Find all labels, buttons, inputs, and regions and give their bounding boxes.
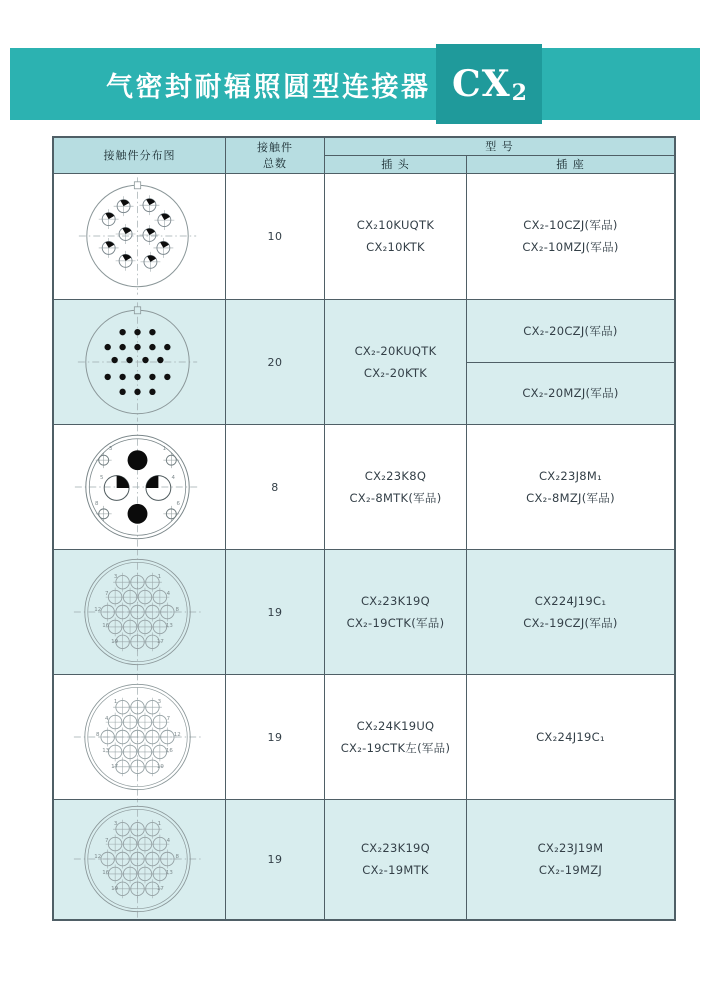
header-contact-count xyxy=(226,138,325,174)
socket-model-text: CX₂-10MZJ(军品) xyxy=(522,240,619,254)
diagram-cell xyxy=(54,300,226,425)
socket-model-text: CX₂23J8M₁ xyxy=(538,468,603,483)
svg-text:1: 1 xyxy=(113,698,118,705)
header-contact-layout xyxy=(54,138,226,174)
svg-text:8: 8 xyxy=(96,731,100,738)
svg-text:19: 19 xyxy=(111,638,119,645)
svg-text:8: 8 xyxy=(175,854,180,861)
contact-count-value: 20 xyxy=(267,355,283,369)
svg-text:3: 3 xyxy=(113,573,118,580)
banner xyxy=(10,48,700,120)
connector-diagram-20pin xyxy=(54,300,225,425)
plug-model-text: CX₂-19CTK左(军品) xyxy=(340,740,451,755)
diagram-cell xyxy=(54,425,226,550)
svg-text:4: 4 xyxy=(166,838,171,845)
svg-text:12: 12 xyxy=(94,854,102,861)
contact-count-cell xyxy=(226,675,325,800)
socket-models-cell xyxy=(467,550,674,675)
socket-sub-cell xyxy=(467,363,674,425)
svg-text:8: 8 xyxy=(95,500,99,507)
header-model xyxy=(325,138,674,156)
socket-model-text: CX₂-19MZJ xyxy=(538,863,603,877)
socket-model-text: CX224J19C₁ xyxy=(534,593,607,608)
plug-model-text: CX₂10KUQTK xyxy=(356,218,435,232)
connector-diagram-10pin xyxy=(54,174,225,299)
plug-models-cell xyxy=(325,550,467,675)
plug-models-cell xyxy=(325,675,467,800)
connector-diagram-8pin xyxy=(54,425,225,550)
contact-count-value: 19 xyxy=(267,853,283,866)
contact-count-value: 19 xyxy=(267,730,283,744)
contact-count-value: 10 xyxy=(267,230,283,243)
svg-text:1: 1 xyxy=(157,573,162,580)
socket-sub-cell xyxy=(467,300,674,363)
svg-text:1: 1 xyxy=(157,821,162,828)
plug-model-text: CX₂24K19UQ xyxy=(356,718,435,733)
svg-text:19: 19 xyxy=(111,885,119,892)
page-title: 气密封耐辐照圆型连接器 xyxy=(106,71,431,103)
socket-model-text: CX₂-20CZJ(军品) xyxy=(523,323,618,338)
svg-text:3: 3 xyxy=(157,698,162,705)
socket-models-cell xyxy=(467,425,674,550)
diagram-cell xyxy=(54,675,226,800)
socket-model-text: CX₂24J19C₁ xyxy=(536,729,605,744)
svg-text:6: 6 xyxy=(176,500,181,507)
header-contact-count-line1: 接触件 xyxy=(257,140,293,154)
header-socket xyxy=(467,156,674,174)
svg-text:13: 13 xyxy=(165,869,173,876)
contact-count-cell xyxy=(226,425,325,550)
header-model-label: 型 号 xyxy=(485,139,514,153)
svg-text:16: 16 xyxy=(102,869,110,876)
connector-diagram-19pin xyxy=(54,800,225,919)
model-badge-subscript: 2 xyxy=(511,80,527,106)
socket-models-cell xyxy=(467,800,674,919)
plug-model-text: CX₂10KTK xyxy=(366,240,425,254)
socket-model-text: CX₂-10CZJ(军品) xyxy=(523,218,618,232)
header-socket-label: 插 座 xyxy=(556,157,585,171)
plug-models-cell xyxy=(325,425,467,550)
model-badge-text: CX xyxy=(452,63,511,105)
plug-models-cell xyxy=(325,174,467,300)
svg-text:7: 7 xyxy=(104,590,109,597)
plug-models-cell xyxy=(325,300,467,425)
header-contact-count-line2: 总数 xyxy=(263,156,287,170)
plug-model-text: CX₂-19MTK xyxy=(362,863,429,877)
svg-text:12: 12 xyxy=(173,731,181,738)
plug-models-cell xyxy=(325,800,467,919)
contact-count-cell xyxy=(226,550,325,675)
svg-text:5: 5 xyxy=(99,474,104,481)
svg-text:4: 4 xyxy=(104,715,109,722)
svg-text:8: 8 xyxy=(175,606,180,613)
plug-model-text: CX₂23K8Q xyxy=(364,468,427,483)
svg-text:17: 17 xyxy=(156,638,164,645)
diagram-cell xyxy=(54,800,226,919)
model-badge xyxy=(436,44,542,124)
socket-models-cell xyxy=(467,675,674,800)
socket-model-text: CX₂-20MZJ(军品) xyxy=(522,386,619,401)
contact-count-value: 19 xyxy=(267,605,283,619)
diagram-cell xyxy=(54,550,226,675)
svg-text:19: 19 xyxy=(156,763,164,770)
header-plug-label: 插 头 xyxy=(381,157,410,171)
connector-diagram-19pin xyxy=(54,675,225,800)
svg-text:17: 17 xyxy=(111,763,119,770)
contact-count-cell xyxy=(226,174,325,300)
plug-model-text: CX₂-20KTK xyxy=(363,365,428,380)
header-contact-layout-label: 接触件分布图 xyxy=(103,148,176,162)
connector-diagram-19pin xyxy=(54,550,225,675)
plug-model-text: CX₂-19CTK(军品) xyxy=(346,615,445,630)
spec-table xyxy=(52,136,676,921)
svg-text:1: 1 xyxy=(162,445,167,452)
svg-text:16: 16 xyxy=(102,622,110,629)
svg-text:4: 4 xyxy=(166,590,171,597)
plug-model-text: CX₂-20KUQTK xyxy=(354,343,437,358)
svg-text:12: 12 xyxy=(94,606,102,613)
svg-text:7: 7 xyxy=(166,715,171,722)
svg-text:13: 13 xyxy=(102,747,110,754)
plug-model-text: CX₂-8MTK(军品) xyxy=(349,490,442,505)
plug-model-text: CX₂23K19Q xyxy=(360,841,431,855)
svg-text:3: 3 xyxy=(108,445,113,452)
svg-text:13: 13 xyxy=(165,622,173,629)
svg-text:16: 16 xyxy=(165,747,173,754)
header-plug xyxy=(325,156,467,174)
diagram-cell xyxy=(54,174,226,300)
socket-model-text: CX₂23J19M xyxy=(537,841,604,855)
plug-model-text: CX₂23K19Q xyxy=(360,593,431,608)
svg-text:7: 7 xyxy=(104,838,109,845)
contact-count-cell xyxy=(226,300,325,425)
contact-count-value: 8 xyxy=(271,480,279,494)
socket-model-text: CX₂-19CZJ(军品) xyxy=(523,615,618,630)
contact-count-cell xyxy=(226,800,325,919)
svg-text:3: 3 xyxy=(113,821,118,828)
socket-models-cell xyxy=(467,174,674,300)
svg-text:4: 4 xyxy=(171,474,176,481)
socket-models-cell xyxy=(467,300,674,425)
svg-text:17: 17 xyxy=(156,885,164,892)
socket-model-text: CX₂-8MZJ(军品) xyxy=(526,490,615,505)
